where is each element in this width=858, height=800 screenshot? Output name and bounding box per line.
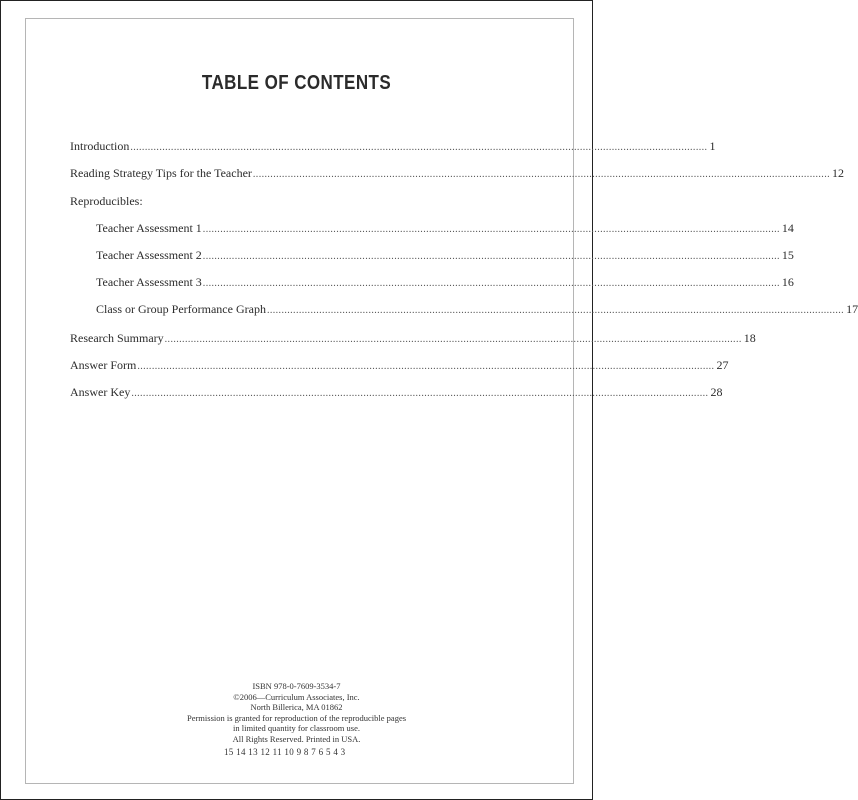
permission-text-line-2: in limited quantity for classroom use. — [232, 723, 360, 733]
toc-page-number: 17 — [846, 302, 858, 316]
toc-page-number: 28 — [710, 385, 723, 399]
toc-entry-performance-graph — [96, 302, 858, 318]
toc-entry-research-summary — [70, 331, 756, 347]
toc-entry-teacher-assessment-3 — [96, 275, 794, 291]
toc-entry-label: Answer Form — [70, 358, 137, 372]
toc-entry-label: Teacher Assessment 2 — [96, 248, 202, 262]
toc-entry-teacher-assessment-2 — [96, 248, 794, 264]
toc-page-number: 18 — [743, 331, 756, 345]
dot-leader: ....................................................................................................................................................................................................... — [202, 278, 780, 289]
dot-leader: ....................................................................................................................................................................................................... — [164, 334, 742, 345]
toc-page-number: 16 — [781, 275, 794, 289]
toc-entry-teacher-assessment-1 — [96, 221, 794, 237]
toc-entry-reading-tips — [70, 166, 845, 182]
page-title: TABLE OF CONTENTS — [201, 72, 392, 94]
toc-page-number: 12 — [832, 166, 845, 180]
dot-leader: ....................................................................................................................................................................................................... — [202, 224, 780, 235]
copyright-text: ©2006—Curriculum Associates, Inc. — [233, 691, 360, 702]
toc-entry-label: Teacher Assessment 3 — [96, 275, 202, 289]
dot-leader: ....................................................................................................................................................................................................... — [202, 251, 780, 262]
toc-entry-label: Reading Strategy Tips for the Teacher — [70, 166, 252, 180]
dot-leader: ....................................................................................................................................................................................................... — [137, 361, 715, 372]
dot-leader: ....................................................................................................................................................................................................... — [131, 388, 709, 399]
toc-entry-label: Introduction — [70, 139, 130, 153]
dot-leader: ....................................................................................................................................................................................................... — [130, 142, 708, 153]
rights-text: All Rights Reserved. Printed in USA. — [232, 733, 361, 744]
table-of-contents — [70, 0, 858, 800]
toc-page-number: 27 — [716, 358, 729, 372]
toc-page-number: 1 — [709, 139, 716, 153]
publication-info — [0, 681, 593, 744]
toc-page-number: 15 — [781, 248, 794, 262]
publisher-address: North Billerica, MA 01862 — [250, 702, 343, 712]
toc-page-number: 14 — [781, 221, 794, 235]
permission-text-line-1: Permission is granted for reproduction of the reproducible pages — [186, 712, 407, 723]
isbn-text: ISBN 978-0-7609-3534-7 — [252, 681, 341, 691]
toc-section-reproducibles: Reproducibles: — [70, 194, 143, 208]
toc-entry-label: Research Summary — [70, 331, 164, 345]
dot-leader: ....................................................................................................................................................................................................... — [266, 305, 845, 316]
toc-entry-label: Answer Key — [70, 385, 131, 399]
print-run-numbers: 15 14 13 12 11 10 9 8 7 6 5 4 3 — [224, 747, 346, 757]
toc-entry-answer-form — [70, 358, 729, 374]
toc-entry-answer-key — [70, 385, 723, 401]
toc-entry-label: Teacher Assessment 1 — [96, 221, 202, 235]
toc-entry-introduction — [70, 139, 716, 155]
dot-leader: ....................................................................................................................................................................................................... — [252, 169, 831, 180]
toc-entry-label: Class or Group Performance Graph — [96, 302, 266, 316]
